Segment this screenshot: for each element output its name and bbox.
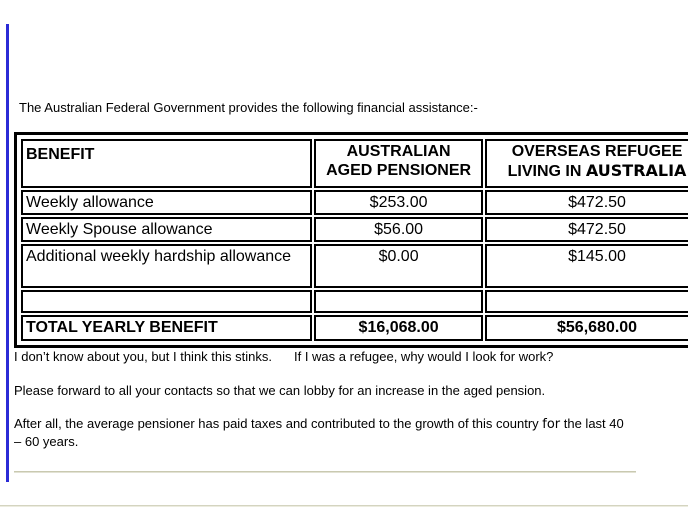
- row-ovs-cell: $145.00: [485, 244, 688, 288]
- row-aus-cell: $253.00: [314, 190, 483, 215]
- benefits-table: [19, 137, 688, 343]
- header-aus-line2: AGED PENSIONER: [326, 162, 472, 179]
- empty-cell: [485, 290, 688, 313]
- table-total-row: [21, 315, 688, 341]
- conclusion-text-for: for: [542, 417, 561, 432]
- footer-divider-line: [0, 505, 688, 507]
- intro-text: The Australian Federal Government provides the following financial assistance:-: [19, 100, 478, 115]
- total-aus-cell: $16,068.00: [314, 315, 483, 341]
- header-aged-pensioner: [314, 139, 483, 188]
- header-ovs-line2-word: AUSTRALIA: [585, 161, 687, 180]
- divider-line: [14, 471, 636, 473]
- header-aus-line1: AUSTRALIAN: [346, 143, 451, 160]
- benefits-table-frame: [14, 132, 688, 348]
- conclusion-text-a: After all, the average pensioner has paid taxes and contributed to the growth of this country: [14, 416, 543, 431]
- header-benefit: [21, 139, 312, 188]
- row-ovs-cell: $472.50: [485, 190, 688, 215]
- table-row: [21, 244, 688, 288]
- header-ovs-line1: OVERSEAS REFUGEE: [511, 143, 683, 160]
- header-benefit-label: BENEFIT: [26, 146, 95, 163]
- row-benefit-cell: Weekly allowance: [21, 190, 312, 215]
- header-overseas-refugee: [485, 139, 688, 188]
- table-header-row: [21, 139, 688, 188]
- left-accent-bar: [6, 24, 9, 482]
- conclusion-text-b: the last 40 – 60 years.: [14, 416, 624, 449]
- opinion-paragraph: [14, 348, 553, 365]
- forward-paragraph: Please forward to all your contacts so that we can lobby for an increase in the aged pension.: [14, 383, 546, 398]
- row-benefit-cell: Weekly Spouse allowance: [21, 217, 312, 242]
- row-aus-cell: $0.00: [314, 244, 483, 288]
- empty-cell: [21, 290, 312, 313]
- row-benefit-cell: Additional weekly hardship allowance: [21, 244, 312, 288]
- total-ovs-cell: $56,680.00: [485, 315, 688, 341]
- empty-cell: [314, 290, 483, 313]
- row-ovs-cell: $472.50: [485, 217, 688, 242]
- table-row: [21, 190, 688, 215]
- table-row: [21, 217, 688, 242]
- table-empty-row: [21, 290, 688, 313]
- opinion-text-b: If I was a refugee, why would I look for work?: [293, 349, 554, 364]
- opinion-text-a: I don’t know about you, but I think this stinks.: [14, 349, 272, 364]
- header-ovs-line2-prefix: LIVING IN: [507, 163, 586, 180]
- row-aus-cell: $56.00: [314, 217, 483, 242]
- total-label-cell: TOTAL YEARLY BENEFIT: [21, 315, 312, 341]
- conclusion-paragraph: [14, 415, 629, 450]
